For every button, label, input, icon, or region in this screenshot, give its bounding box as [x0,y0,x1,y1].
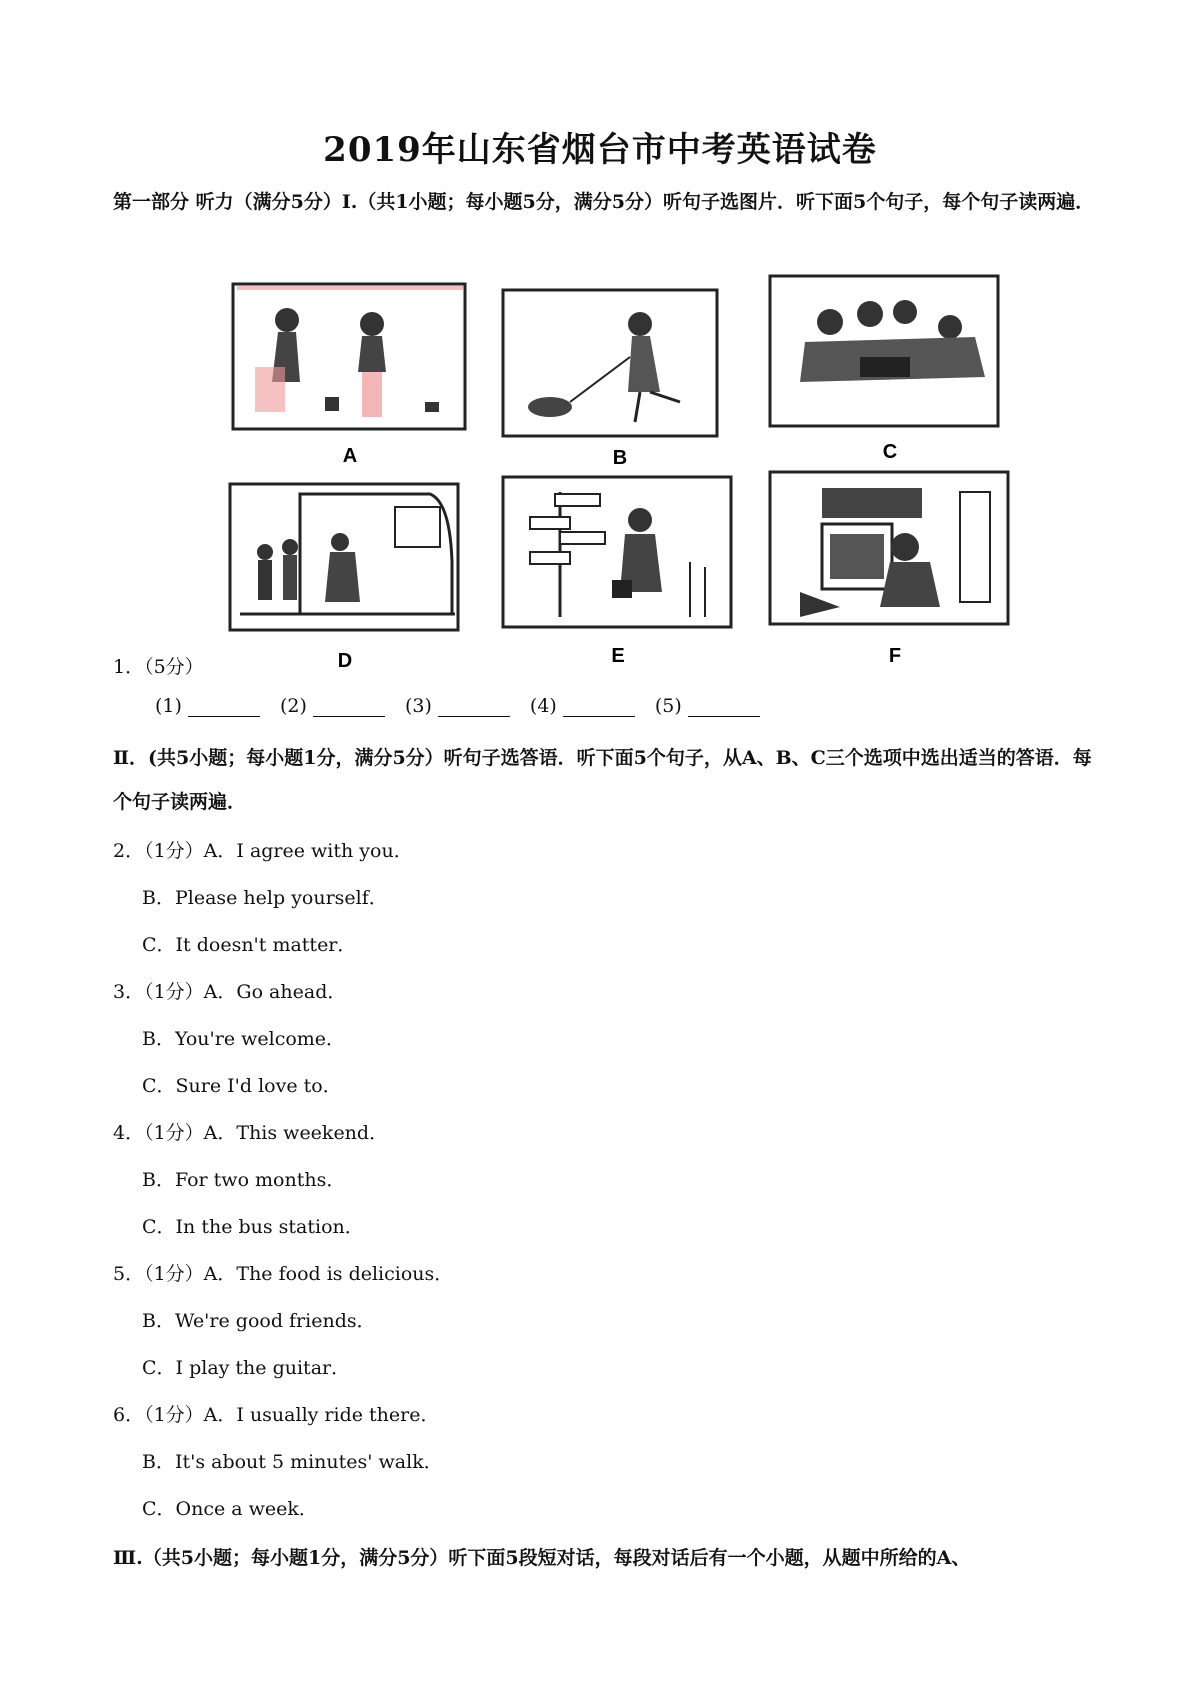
blank-label-4: (4) [529,695,557,717]
question-2-option-b: B．Please help yourself． [142,887,388,909]
question-1-blanks [155,695,774,717]
question-4: 4．（1分）A．This weekend． [113,1122,389,1144]
picture-d [230,484,458,672]
part1-instructions: 第一部分 听力（满分5分）Ⅰ.（共1小题；每小题5分，满分5分）听句子选图片．听下面5个句子，每个句子读两遍． [113,191,1095,213]
picture-label-a: A [342,445,358,467]
question-2-option-c: C．It doesn't matter． [142,934,357,956]
blank-4[interactable] [563,696,635,717]
picture-panel [0,262,1200,682]
blank-2[interactable] [313,696,385,717]
picture-label-c: C [882,441,898,463]
question-4-option-b: B．For two months． [142,1169,346,1191]
question-4-option-c: C．In the bus station． [142,1216,364,1238]
question-3: 3．（1分）A．Go ahead． [113,981,347,1003]
page-title: 2019年山东省烟台市中考英语试卷 [323,130,877,170]
question-5-option-c: C．I play the guitar． [142,1357,351,1379]
picture-e [503,477,731,667]
picture-label-f: F [888,645,902,667]
question-3-option-c: C．Sure I'd love to． [142,1075,342,1097]
part3-instructions: Ⅲ.（共5小题；每小题1分，满分5分）听下面5段短对话，每段对话后有一个小题，从题中所给的A、 [113,1547,971,1569]
picture-label-b: B [612,447,628,469]
part2-instructions: Ⅱ．(共5小题；每小题1分，满分5分）听句子选答语．听下面5个句子，从A、B、C三个选项中选出适当的答语．每个句子读两遍． [113,747,1092,813]
picture-a [233,284,465,467]
blank-label-1: (1) [155,695,182,717]
blank-label-3: (3) [404,695,432,717]
question-5: 5．（1分）A．The food is delicious． [113,1263,454,1285]
blank-label-5: (5) [654,695,682,717]
question-6-option-c: C．Once a week． [142,1498,318,1520]
picture-c [770,276,998,463]
question-5-option-b: B．We're good friends． [142,1310,376,1332]
question-3-option-b: B．You're welcome． [142,1028,346,1050]
blank-label-2: (2) [279,695,307,717]
question-2: 2．（1分）A．I agree with you． [113,840,413,862]
picture-label-e: E [611,645,625,667]
question-6: 6．（1分）A．I usually ride there． [113,1404,440,1426]
blank-3[interactable] [438,696,510,717]
picture-b [503,290,717,469]
blank-1[interactable] [188,696,260,717]
blank-5[interactable] [688,696,760,717]
picture-f [770,472,1008,667]
picture-label-d: D [337,650,353,672]
question-1-label: 1．（5分） [113,656,204,678]
question-6-option-b: B．It's about 5 minutes' walk． [142,1451,443,1473]
